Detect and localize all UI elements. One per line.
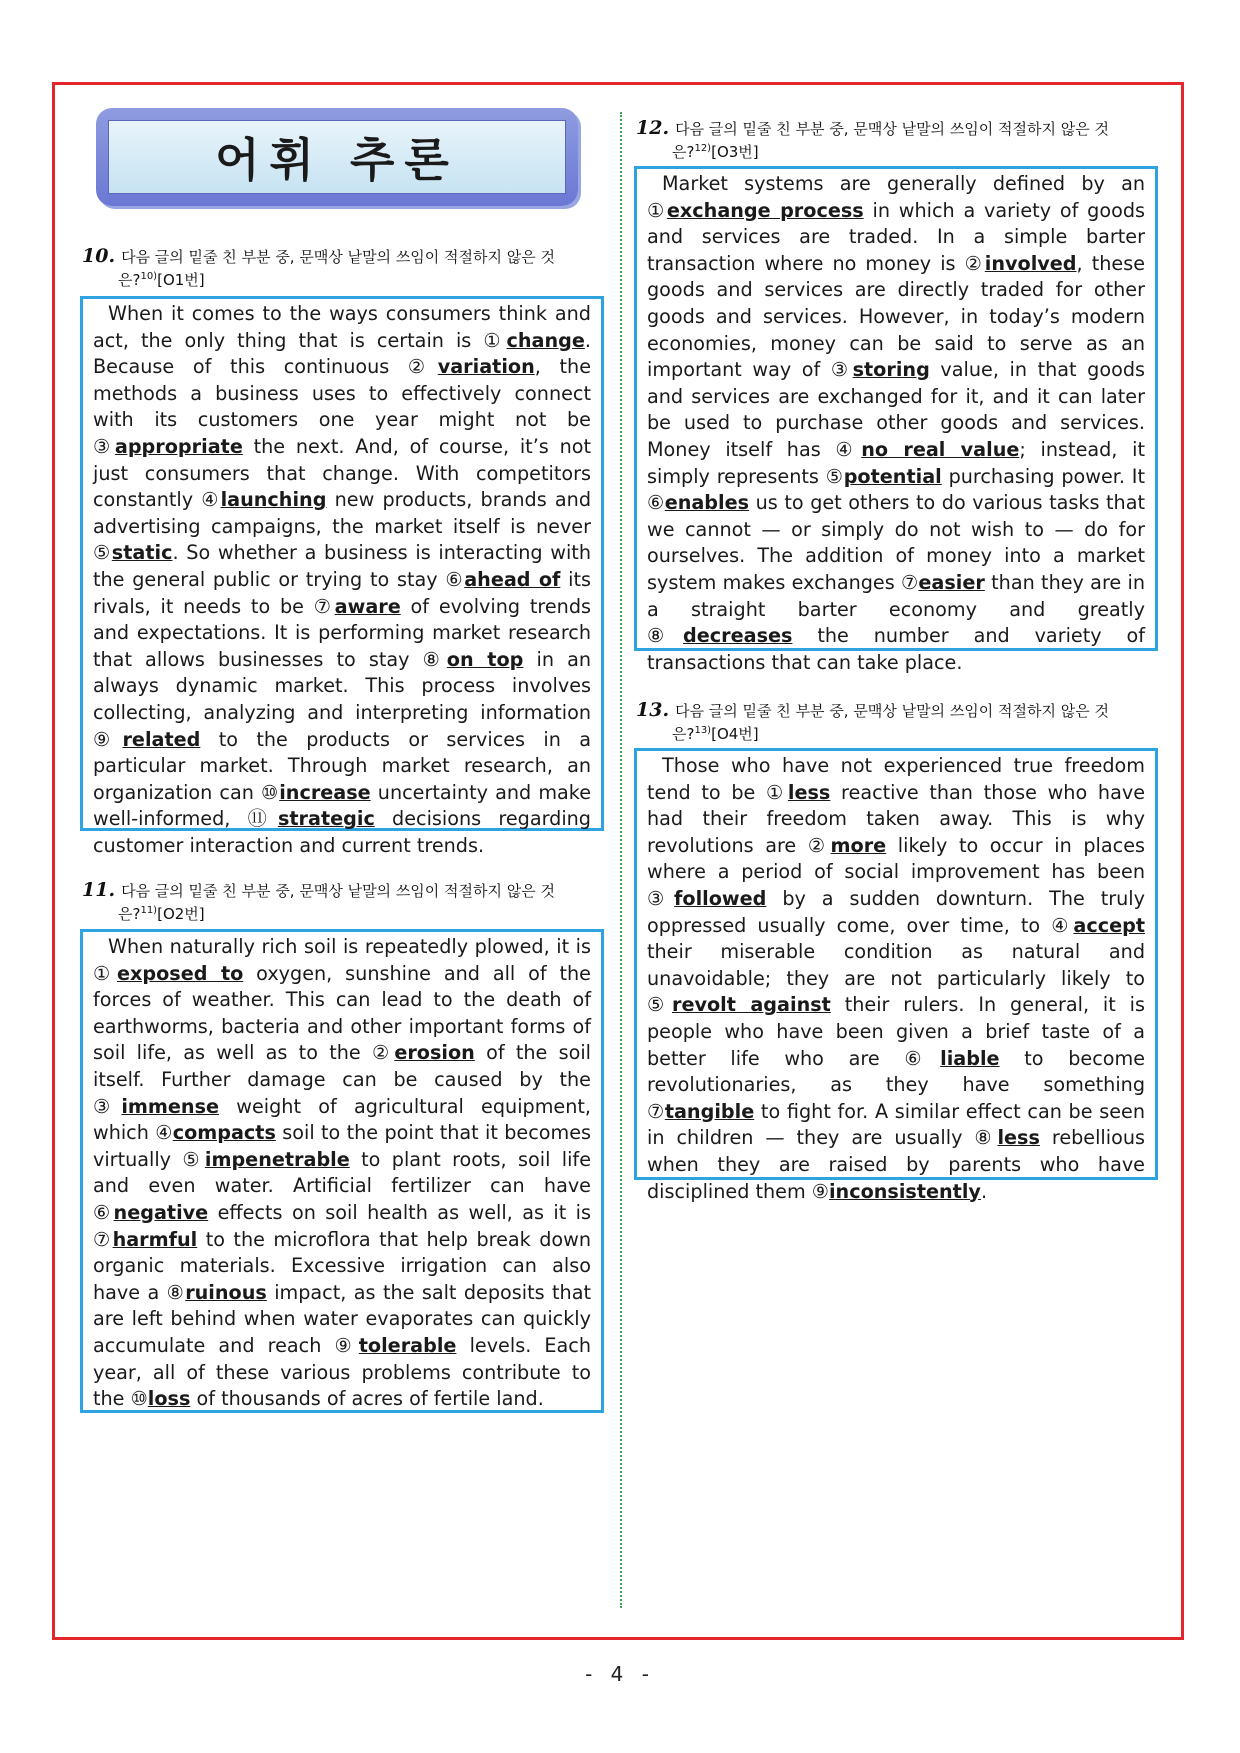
- question-source: [O1번]: [157, 271, 205, 289]
- underlined-option: variation: [437, 355, 535, 379]
- passage-segment: .: [980, 1179, 988, 1203]
- passage-segment: . Because of this continuous ②: [93, 328, 591, 379]
- passage-segment: to plant roots, soil life and even water. Artificial fertilizer can have ⑥: [93, 1147, 591, 1224]
- passage-box-11: [80, 929, 604, 1413]
- question-10-header: [82, 246, 602, 290]
- underlined-option: immense: [121, 1094, 220, 1118]
- underlined-option: easier: [918, 570, 985, 594]
- passage-segment: Market systems are generally defined by an ①: [647, 172, 1145, 222]
- underlined-option: no real value: [861, 437, 1020, 461]
- footnote-mark: 13): [694, 725, 712, 736]
- passage-box-12: [634, 166, 1158, 674]
- underlined-option: enables: [664, 491, 750, 515]
- passage-segment: , the methods a business uses to effectively connect with its customers one year might not be ③: [93, 355, 592, 458]
- underlined-option: revolt against: [671, 993, 831, 1017]
- question-number: 10.: [82, 245, 116, 267]
- passage-segment: of the soil itself. Further damage can be caused by the ③: [93, 1041, 591, 1118]
- question-prompt: 다음 글의 밑줄 친 부분 중, 문맥상 낱말의 쓰임이 적절하지 않은 것: [675, 702, 1110, 720]
- underlined-option: related: [122, 727, 201, 751]
- underlined-option: more: [830, 833, 887, 857]
- underlined-option: exposed to: [117, 961, 244, 985]
- question-prompt-cont: 은?: [672, 725, 695, 743]
- underlined-option: launching: [220, 488, 327, 512]
- passage-segment: their rulers. In general, it is people who have been given a brief taste of a better life who are ⑥: [647, 993, 1145, 1070]
- question-12-header: [636, 118, 1158, 162]
- passage-text: [647, 753, 1145, 1205]
- question-number: 12.: [636, 117, 670, 139]
- passage-segment: Those who have not experienced true freedom tend to be ①: [647, 754, 1145, 804]
- question-prompt-cont: 은?: [672, 143, 695, 161]
- question-prompt: 다음 글의 밑줄 친 부분 중, 문맥상 낱말의 쓰임이 적절하지 않은 것: [675, 120, 1110, 138]
- underlined-option: potential: [843, 464, 942, 488]
- passage-segment: oxygen, sunshine and all of the forces of weather. This can lead to the death of earthworms, bacteria and other important forms of soil life, as well as to the ②: [93, 961, 591, 1065]
- passage-segment: decisions regarding customer interaction and current trends.: [93, 807, 591, 857]
- question-source: [O2번]: [157, 905, 205, 923]
- passage-segment: the number and variety of transactions that can take place.: [647, 624, 1146, 674]
- passage-segment: in an always dynamic market. This process involves collecting, analyzing and interpreting information ⑨: [93, 647, 591, 751]
- passage-segment: . So whether a business is interacting with the general public or trying to stay ⑥: [93, 541, 591, 591]
- underlined-option: tolerable: [358, 1333, 457, 1357]
- section-banner-inner: [108, 120, 566, 194]
- underlined-option: ahead of: [464, 567, 561, 591]
- passage-segment: to fight for. A similar effect can be seen in children — they are usually ⑧: [647, 1099, 1146, 1150]
- passage-segment: reactive than those who have had their freedom taken away. This is why revolutions are ②: [647, 780, 1145, 857]
- question-source: [O4번]: [711, 725, 759, 743]
- question-11-header: [82, 880, 602, 924]
- underlined-option: compacts: [172, 1121, 276, 1145]
- passage-segment: to the microflora that help break down organic materials. Excessive irrigation can also have a ⑧: [93, 1227, 592, 1304]
- underlined-option: harmful: [112, 1227, 198, 1251]
- question-prompt-cont: 은?: [118, 905, 141, 923]
- underlined-option: involved: [984, 251, 1077, 275]
- underlined-option: storing: [852, 358, 930, 382]
- underlined-option: on top: [446, 647, 524, 671]
- passage-segment: purchasing power. It ⑥: [647, 464, 1145, 515]
- passage-segment: of evolving trends and expectations. It is performing market research that allows businesses to stay ⑧: [93, 594, 591, 671]
- passage-segment: ; instead, it simply represents ⑤: [647, 437, 1145, 488]
- question-number: 11.: [82, 879, 116, 901]
- passage-segment: , these goods and services are directly traded for other goods and services. However, in today’s modern economies, money can be said to serve as an important way of ③: [647, 251, 1145, 382]
- passage-segment: their miserable condition as natural and unavoidable; they are not particularly likely to ⑤: [647, 940, 1145, 1017]
- passage-segment: by a sudden downturn. The truly oppressed usually come, over time, to ④: [647, 886, 1145, 937]
- underlined-option: appropriate: [114, 434, 243, 458]
- footnote-mark: 12): [694, 143, 712, 154]
- question-13-header: [636, 700, 1158, 744]
- underlined-option: exchange process: [666, 198, 864, 222]
- passage-segment: levels. Each year, all of these various problems contribute to the ⑩: [93, 1333, 592, 1411]
- passage-segment: effects on soil health as well, as it is ⑦: [93, 1200, 592, 1251]
- underlined-option: strategic: [277, 807, 375, 831]
- passage-segment: than they are in a straight barter economy and greatly ⑧: [647, 570, 1145, 648]
- underlined-option: static: [111, 541, 173, 565]
- underlined-option: change: [506, 328, 585, 352]
- passage-segment: the next. And, of course, it’s not just consumers that change. With competitors constantly ④: [93, 434, 591, 512]
- underlined-option: aware: [334, 594, 401, 618]
- section-banner: [96, 108, 578, 206]
- underlined-option: decreases: [683, 624, 793, 648]
- passage-text: [647, 171, 1145, 676]
- underlined-option: increase: [279, 780, 371, 804]
- section-title: 어휘 추론: [215, 133, 459, 187]
- passage-segment: weight of agricultural equipment, which ④: [93, 1094, 591, 1145]
- passage-segment: soil to the point that it becomes virtually ⑤: [93, 1121, 591, 1171]
- underlined-option: erosion: [394, 1041, 475, 1065]
- passage-segment: impact, as the salt deposits that are left behind when water evaporates can quickly accumulate and reach ⑨: [93, 1280, 591, 1357]
- underlined-option: loss: [147, 1387, 191, 1411]
- underlined-option: followed: [674, 886, 767, 910]
- footnote-mark: 10): [140, 271, 158, 282]
- passage-segment: likely to occur in places where a period of social improvement has been ③: [647, 833, 1145, 910]
- underlined-option: impenetrable: [204, 1147, 350, 1171]
- underlined-option: negative: [113, 1200, 209, 1224]
- passage-segment: to become revolutionaries, as they have something ⑦: [647, 1046, 1145, 1123]
- passage-segment: of thousands of acres of fertile land.: [190, 1387, 544, 1411]
- question-prompt: 다음 글의 밑줄 친 부분 중, 문맥상 낱말의 쓰임이 적절하지 않은 것: [121, 248, 556, 266]
- passage-box-10: [80, 296, 604, 857]
- passage-text: [93, 934, 591, 1413]
- passage-segment: new products, brands and advertising campaigns, the market itself is never ⑤: [93, 488, 591, 565]
- passage-segment: rebellious when they are raised by parents who have disciplined them ⑨: [647, 1126, 1145, 1203]
- page-number: - 4 -: [585, 1662, 655, 1686]
- underlined-option: accept: [1073, 913, 1145, 937]
- passage-segment: in which a variety of goods and services are traded. In a simple barter transaction where no money is ②: [647, 198, 1145, 275]
- question-source: [O3번]: [711, 143, 759, 161]
- question-prompt-cont: 은?: [118, 271, 141, 289]
- question-number: 13.: [636, 699, 670, 721]
- passage-segment: When naturally rich soil is repeatedly plowed, it is ①: [93, 935, 591, 985]
- underlined-option: tangible: [664, 1099, 755, 1123]
- passage-segment: us to get others to do various tasks that we cannot — or simply do not wish to — do for ourselves. The addition of money into a market system makes exchanges ⑦: [647, 491, 1146, 594]
- underlined-option: less: [787, 780, 831, 804]
- column-divider: [620, 112, 622, 1608]
- passage-box-13: [634, 748, 1158, 1203]
- underlined-option: less: [997, 1126, 1040, 1150]
- question-prompt: 다음 글의 밑줄 친 부분 중, 문맥상 낱말의 쓰임이 적절하지 않은 것: [121, 882, 556, 900]
- passage-segment: uncertainty and make well-informed, ⑪: [93, 780, 591, 831]
- underlined-option: liable: [940, 1046, 1000, 1070]
- passage-text: [93, 301, 591, 859]
- footnote-mark: 11): [140, 905, 158, 916]
- underlined-option: ruinous: [185, 1280, 267, 1304]
- passage-segment: its rivals, it needs to be ⑦: [93, 567, 591, 618]
- passage-segment: to the products or services in a particular market. Through market research, an organization can ⑩: [93, 727, 591, 804]
- underlined-option: inconsistently: [828, 1179, 981, 1203]
- passage-segment: value, in that goods and services are exchanged for it, and it can later be used to purchase other goods and services. Money itself has ④: [647, 358, 1146, 461]
- passage-segment: When it comes to the ways consumers think and act, the only thing that is certain is ①: [93, 302, 591, 352]
